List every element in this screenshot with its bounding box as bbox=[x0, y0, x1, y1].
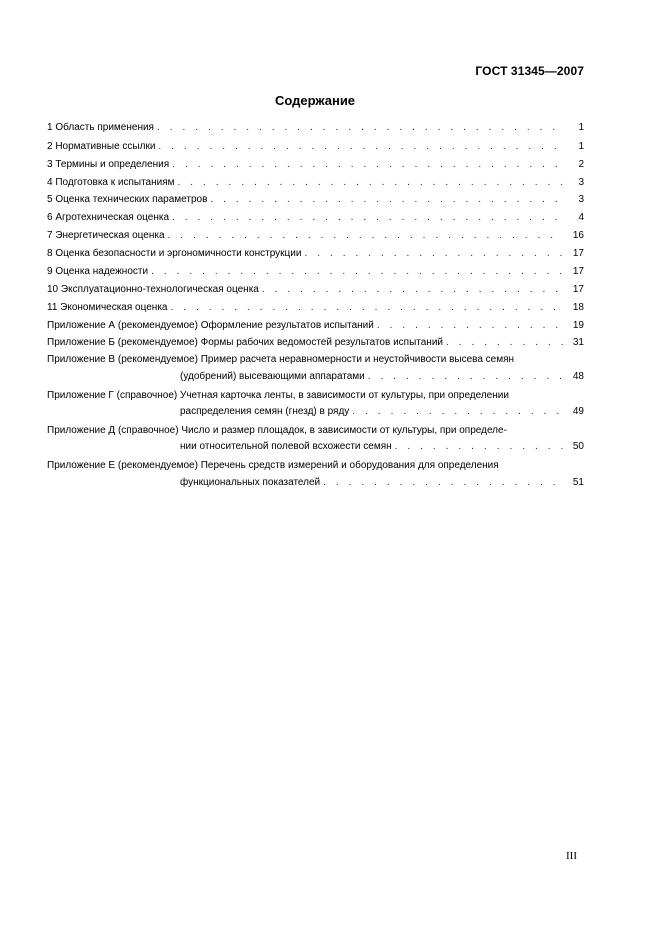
toc-entry-page: 50 bbox=[572, 441, 584, 452]
leader-dots bbox=[304, 247, 563, 260]
toc-entry-text: Приложение Б (рекомендуемое) Формы рабочих ведомостей результатов испытаний bbox=[47, 337, 443, 348]
toc-entry-text: 7 Энергетическая оценка bbox=[47, 230, 165, 241]
toc-entry-page: 1 bbox=[578, 141, 584, 152]
leader-dots bbox=[262, 283, 563, 296]
toc-entry[interactable] bbox=[47, 140, 584, 153]
leader-dots bbox=[178, 176, 563, 189]
toc-entry-continuation[interactable] bbox=[180, 440, 584, 453]
toc-entry-text: 2 Нормативные ссылки bbox=[47, 141, 156, 152]
toc-entry-text: Приложение В (рекомендуемое) Пример расчета неравномерности и неустойчивости высева семян bbox=[47, 354, 515, 365]
toc-entry-page: 3 bbox=[578, 194, 584, 205]
toc-entry-continuation[interactable] bbox=[180, 476, 584, 489]
toc-entry-text: 5 Оценка технических параметров bbox=[47, 194, 208, 205]
leader-dots bbox=[395, 440, 563, 453]
leader-dots bbox=[157, 121, 563, 134]
toc-entry-page: 18 bbox=[572, 302, 584, 313]
toc-entry-page: 31 bbox=[572, 337, 584, 348]
leader-dots bbox=[352, 405, 563, 418]
toc-entry-text: распределения семян (гнезд) в ряду bbox=[180, 406, 350, 417]
toc-entry-text: нии относительной полевой всхожести семян bbox=[180, 441, 392, 452]
toc-entry[interactable] bbox=[47, 319, 584, 332]
toc-entry-page: 3 bbox=[578, 177, 584, 188]
toc-entry-text: 8 Оценка безопасности и эргономичности конструкции bbox=[47, 248, 302, 259]
toc-entry-page: 17 bbox=[572, 284, 584, 295]
toc-entry-page: 51 bbox=[572, 477, 584, 488]
toc-entry-page: 4 bbox=[578, 212, 584, 223]
toc-entry-page: 17 bbox=[572, 266, 584, 277]
toc-entry-text: 11 Экономическая оценка bbox=[47, 302, 168, 313]
toc-entry-text: Приложение Д (справочное) Число и размер площадок, в зависимости от культуры, при определе- bbox=[47, 425, 507, 436]
toc-entry-page: 19 bbox=[572, 320, 584, 331]
toc-entry-text: 9 Оценка надежности bbox=[47, 266, 149, 277]
toc-entry-text: Приложение Г (справочное) Учетная карточка ленты, в зависимости от культуры, при определении bbox=[47, 390, 509, 401]
toc-entry-text: Приложение А (рекомендуемое) Оформление результатов испытаний bbox=[47, 320, 374, 331]
toc-entry[interactable] bbox=[47, 301, 584, 314]
toc-entry[interactable] bbox=[47, 389, 557, 402]
leader-dots bbox=[172, 211, 563, 224]
leader-dots bbox=[368, 370, 563, 383]
toc-entry-continuation[interactable] bbox=[180, 405, 584, 418]
toc-entry[interactable] bbox=[47, 211, 584, 224]
toc-entry-page: 48 bbox=[572, 371, 584, 382]
leader-dots bbox=[151, 265, 563, 278]
toc-entry[interactable] bbox=[47, 265, 584, 278]
toc-entry-page: 17 bbox=[572, 248, 584, 259]
toc-entry-text: 3 Термины и определения bbox=[47, 159, 170, 170]
leader-dots bbox=[168, 229, 563, 242]
toc-entry-text: 6 Агротехническая оценка bbox=[47, 212, 170, 223]
leader-dots bbox=[323, 476, 563, 489]
toc-entry[interactable] bbox=[47, 158, 584, 171]
toc-entry-page: 16 bbox=[572, 230, 584, 241]
toc-entry[interactable] bbox=[47, 424, 557, 437]
leader-dots bbox=[172, 158, 563, 171]
document-code: ГОСТ 31345—2007 bbox=[475, 64, 584, 78]
leader-dots bbox=[158, 140, 563, 153]
leader-dots bbox=[446, 336, 563, 349]
toc-entry[interactable] bbox=[47, 336, 584, 349]
toc-entry-page: 2 bbox=[578, 159, 584, 170]
toc-entry[interactable] bbox=[47, 247, 584, 260]
toc-entry-text: Приложение Е (рекомендуемое) Перечень средств измерений и оборудования для определения bbox=[47, 460, 499, 471]
toc-entry-page: 49 bbox=[572, 406, 584, 417]
toc-entry-text: (удобрений) высевающими аппаратами bbox=[180, 371, 365, 382]
toc-entry[interactable] bbox=[47, 176, 584, 189]
toc-entry[interactable] bbox=[47, 193, 584, 206]
toc-entry[interactable] bbox=[47, 283, 584, 296]
toc-entry-continuation[interactable] bbox=[180, 370, 584, 383]
toc-entry-text: функциональных показателей bbox=[180, 477, 321, 488]
toc-entry[interactable] bbox=[47, 353, 557, 366]
toc-entry-text: 1 Область применения bbox=[47, 122, 154, 133]
toc-entry-text: 4 Подготовка к испытаниям bbox=[47, 177, 175, 188]
page-number: III bbox=[566, 850, 577, 862]
leader-dots bbox=[377, 319, 563, 332]
toc-entry-page: 1 bbox=[578, 122, 584, 133]
toc-entry[interactable] bbox=[47, 229, 584, 242]
leader-dots bbox=[170, 301, 563, 314]
toc-entry[interactable] bbox=[47, 121, 584, 134]
toc-entry-text: 10 Эксплуатационно-технологическая оценка bbox=[47, 284, 259, 295]
leader-dots bbox=[210, 193, 563, 206]
toc-entry[interactable] bbox=[47, 459, 557, 472]
toc-title: Содержание bbox=[274, 93, 356, 108]
